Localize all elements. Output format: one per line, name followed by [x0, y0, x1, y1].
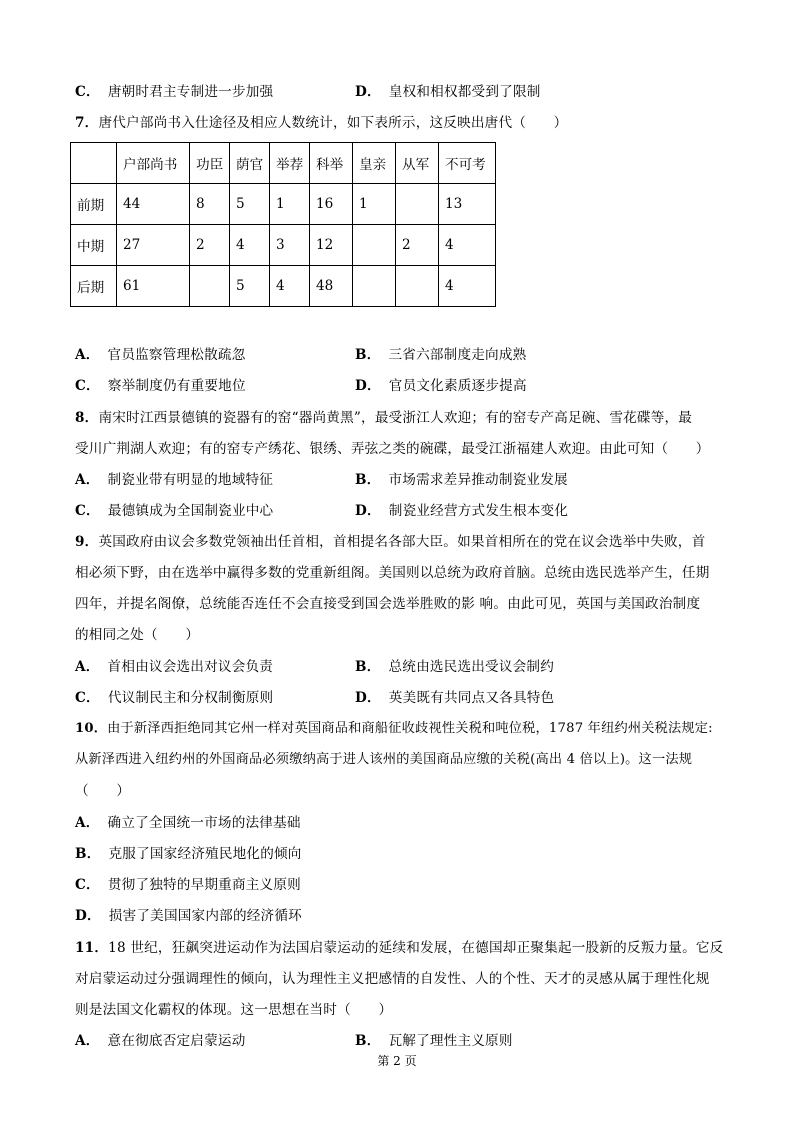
q10-option-b: [75, 844, 302, 864]
q6-option-c: [75, 82, 273, 102]
question-text: 南宋时江西景德镇的瓷器有的窑“器尚黄黑”，最受浙江人欢迎；有的窑专产高足碗、雪花碟等，最: [98, 410, 693, 426]
option-label: B．: [355, 472, 381, 488]
option-label: B．: [355, 659, 381, 675]
option-text: 确立了全国统一市场的法律基础: [107, 815, 301, 831]
table-cell: 4: [230, 225, 270, 266]
option-text: 市场需求差异推动制瓷业发展: [388, 472, 568, 488]
table-cell: 2: [190, 225, 230, 266]
table-cell: 2: [396, 225, 439, 266]
q9-stem-line-2: 相必须下野，由在选举中赢得多数的党重新组阁。美国则以总统为政府首脑。总统由选民选举产生，任期: [75, 565, 710, 581]
option-text: 制瓷业带有明显的地域特征: [107, 472, 274, 488]
question-number: 10．: [75, 721, 108, 736]
q10-option-a: [75, 813, 301, 833]
option-text: 皇权和相权都受到了限制: [388, 84, 541, 100]
table-cell: [353, 225, 396, 266]
table-cell: 44: [117, 184, 190, 225]
option-label: A．: [75, 347, 100, 363]
question-text: 18 世纪，狂飙突进运动作为法国启蒙运动的延续和发展，在德国却正聚集起一股新的反叛力量。它反: [108, 940, 724, 956]
table-cell: 48: [310, 266, 353, 307]
q11-option-b: [355, 1031, 513, 1051]
q10-stem-line-2: 从新泽西进入纽约州的外国商品必须缴纳高于进人该州的美国商品应缴的关税(高出 4 倍以上)。这一法规: [75, 752, 693, 767]
q10-stem-line-1: [75, 719, 713, 739]
option-text: 唐朝时君主专制进一步加强: [107, 84, 274, 100]
table-cell: 不可考: [439, 143, 496, 184]
q8-stem-line-1: [75, 408, 692, 428]
table-cell: 1: [270, 184, 310, 225]
table-cell: [396, 184, 439, 225]
table-cell: 5: [230, 266, 270, 307]
q11-stem-line-2: 对启蒙运动过分强调理性的倾向，认为理性主义把感情的自发性、人的个性、天才的灵感从属于理性化规: [75, 971, 710, 987]
q9-stem-line-1: [75, 532, 705, 552]
option-text: 英美既有共同点又各具特色: [388, 690, 555, 706]
table-cell: 16: [310, 184, 353, 225]
table-cell: 13: [439, 184, 496, 225]
option-text: 察举制度仍有重要地位: [107, 378, 246, 394]
q9-stem-line-4: 的相同之处（ ）: [75, 627, 200, 643]
option-text: 克服了国家经济殖民地化的倾向: [108, 846, 302, 862]
q7-option-a: [75, 345, 245, 365]
table-cell: [353, 266, 396, 307]
option-label: C．: [75, 690, 100, 706]
option-label: D．: [355, 503, 381, 519]
option-label: B．: [355, 347, 381, 363]
table-cell: 4: [439, 266, 496, 307]
table-cell: [396, 266, 439, 307]
option-label: A．: [75, 472, 100, 488]
q7-option-d: [355, 376, 527, 396]
q11-stem-line-1: [75, 938, 723, 958]
option-text: 瓦解了理性主义原则: [388, 1033, 513, 1049]
q7-stem: [75, 113, 567, 133]
table-cell: 1: [353, 184, 396, 225]
option-label: C．: [75, 378, 100, 394]
table-cell: 户部尚书: [117, 143, 190, 184]
q10-option-d: [75, 906, 302, 926]
option-label: A．: [75, 659, 100, 675]
table-cell: 中期: [71, 225, 117, 266]
option-text: 最德镇成为全国制瓷业中心: [107, 503, 274, 519]
q8-option-c: [75, 501, 273, 521]
question-number: 8．: [75, 410, 99, 426]
table-cell: 4: [439, 225, 496, 266]
table-cell: 从军: [396, 143, 439, 184]
table-cell: 功臣: [190, 143, 230, 184]
table-cell: 举荐: [270, 143, 310, 184]
q7-table: [70, 142, 496, 307]
q9-stem-line-3: 四年，并提名阁僚，总统能否连任不会直接受到国会选举胜败的影 响。由此可见，英国与美国政治制度: [75, 596, 701, 612]
q8-option-a: [75, 470, 273, 490]
option-label: C．: [75, 84, 100, 100]
option-text: 三省六部制度走向成熟: [388, 347, 527, 363]
question-text: 唐代户部尚书入仕途径及相应人数统计，如下表所示，这反映出唐代（ ）: [98, 115, 568, 131]
q11-option-a: [75, 1031, 245, 1051]
option-label: B．: [355, 1033, 381, 1049]
table-cell: [71, 143, 117, 184]
q9-option-a: [75, 657, 273, 677]
option-label: C．: [75, 877, 100, 893]
table-cell: 27: [117, 225, 190, 266]
table-header-row: [71, 143, 496, 184]
option-label: C．: [75, 503, 100, 519]
option-text: 意在彻底否定启蒙运动: [107, 1033, 246, 1049]
table-cell: [190, 266, 230, 307]
option-text: 总统由选民选出受议会制约: [388, 659, 555, 675]
table-cell: 皇亲: [353, 143, 396, 184]
option-text: 首相由议会选出对议会负责: [107, 659, 274, 675]
q6-option-d: [355, 82, 541, 102]
table-cell: 4: [270, 266, 310, 307]
q8-option-b: [355, 470, 568, 490]
table-cell: 61: [117, 266, 190, 307]
option-label: D．: [75, 908, 101, 924]
q8-stem-line-2: 受川广荆湖人欢迎；有的窑专产绣花、银绣、弄弦之类的碗碟，最受江浙福建人欢迎。由此可知（ ）: [75, 441, 710, 457]
option-label: D．: [355, 690, 381, 706]
table-cell: 后期: [71, 266, 117, 307]
option-text: 官员文化素质逐步提高: [388, 378, 527, 394]
question-number: 11．: [75, 940, 109, 956]
option-label: D．: [355, 84, 381, 100]
question-number: 7．: [75, 115, 99, 131]
table-cell: 12: [310, 225, 353, 266]
option-text: 制瓷业经营方式发生根本变化: [388, 503, 569, 519]
q9-option-d: [355, 688, 554, 708]
option-text: 损害了美国国家内部的经济循环: [108, 908, 302, 924]
table-cell: 荫官: [230, 143, 270, 184]
table-row: [71, 266, 496, 307]
option-label: D．: [355, 378, 381, 394]
q10-stem-line-3: （ ）: [75, 783, 131, 799]
q9-option-c: [75, 688, 273, 708]
option-label: A．: [75, 1033, 100, 1049]
table-row: [71, 184, 496, 225]
question-text: 英国政府由议会多数党领袖出任首相，首相提名各部大臣。如果首相所在的党在议会选举中失败，首: [98, 534, 706, 550]
option-label: A．: [75, 815, 100, 831]
table-cell: 科举: [310, 143, 353, 184]
q8-option-d: [355, 501, 568, 521]
option-text: 代议制民主和分权制衡原则: [107, 690, 274, 706]
q7-option-b: [355, 345, 526, 365]
question-number: 9．: [75, 534, 99, 550]
table-cell: 5: [230, 184, 270, 225]
table-cell: 前期: [71, 184, 117, 225]
table-row: [71, 225, 496, 266]
page-number: 第 2 页: [377, 1054, 417, 1068]
question-text: 由于新泽西拒绝同其它州一样对英国商品和商船征收歧视性关税和吨位税，1787 年纽约州关税法规定:: [107, 721, 713, 736]
option-text: 官员监察管理松散疏忽: [107, 347, 246, 363]
option-label: B．: [75, 846, 101, 862]
q10-option-c: [75, 875, 301, 895]
q9-option-b: [355, 657, 554, 677]
option-text: 贯彻了独特的早期重商主义原则: [107, 877, 301, 893]
table-cell: 3: [270, 225, 310, 266]
table-cell: 8: [190, 184, 230, 225]
q7-option-c: [75, 376, 246, 396]
q11-stem-line-3: 则是法国文化霸权的体现。这一思想在当时（ ）: [75, 1002, 393, 1018]
